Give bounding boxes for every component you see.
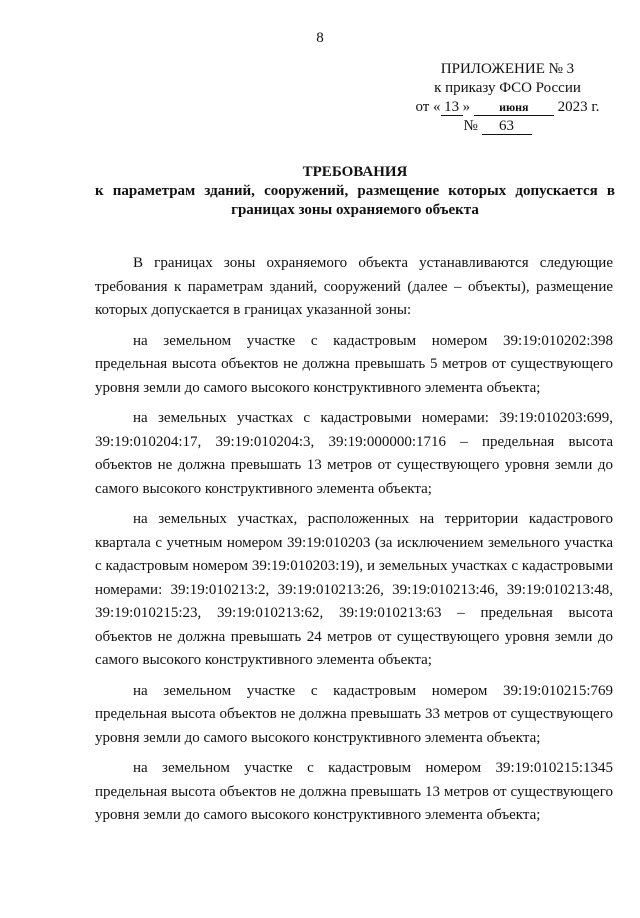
number-value: 63	[482, 119, 532, 135]
paragraph: В границах зоны охраняемого объекта устанавливаются следующие требования к параметрам зданий, сооружений (далее – объекты), размещение которых допускается в границах указанной зоны:	[95, 255, 613, 318]
date-suffix: 2023 г.	[557, 99, 600, 115]
paragraph: на земельном участке с кадастровым номером 39:19:010215:769 предельная высота объектов не должна превышать 33 метров от существующего уровня земли до самого высокого конструктивного элемента объекта;	[95, 682, 613, 746]
appendix-number-line	[400, 117, 615, 136]
paragraph: на земельных участках с кадастровыми номерами: 39:19:010203:699, 39:19:010204:17, 39:19:010204:3, 39:19:000000:1716 – предельная высота объектов не должна превышать 13 метров от существующего уровня земли до самого высокого конструктивного элемента объекта;	[95, 410, 613, 497]
paragraph: на земельных участках, расположенных на территории кадастрового квартала с учетным номером 39:19:010203 (за исключением земельного участка с кадастровым номером 39:19:010203:19), и земельных участках с кадастровыми номерами: 39:19:010213:2, 39:19:010213:26, 39:19:010213:46, 39:19:010213:48, 39:19:010215:23, 39:19:010213:62, 39:19:010213:63 – предельная высота объектов не должна превышать 24 метров от существующего уровня земли до самого высокого конструктивного элемента объекта;	[95, 511, 613, 668]
appendix-title: ПРИЛОЖЕНИЕ № 3	[440, 61, 575, 77]
date-day: 13	[441, 100, 463, 116]
document-subtitle: к параметрам зданий, сооружений, размещение которых допускается в границах зоны охраняемого объекта	[95, 183, 615, 218]
page-number: 8	[316, 30, 324, 46]
appendix-order-ref: к приказу ФСО России	[434, 80, 581, 96]
date-mid: »	[462, 99, 471, 115]
appendix-date-line	[400, 98, 615, 117]
date-month: июня	[474, 100, 554, 116]
paragraph: на земельном участке с кадастровым номером 39:19:010215:1345 предельная высота объектов не должна превышать 13 метров от существующего уровня земли до самого высокого конструктивного элемента объекта;	[95, 760, 613, 823]
date-prefix: от «	[415, 99, 441, 115]
document-title-block	[95, 163, 615, 220]
paragraph: на земельном участке с кадастровым номером 39:19:010202:398 предельная высота объектов не должна превышать 5 метров от существующего уровня земли до самого высокого конструктивного элемента объекта;	[95, 332, 613, 396]
document-body	[95, 252, 613, 835]
number-prefix: №	[463, 118, 478, 134]
document-title: ТРЕБОВАНИЯ	[302, 164, 408, 180]
appendix-block	[400, 60, 615, 136]
